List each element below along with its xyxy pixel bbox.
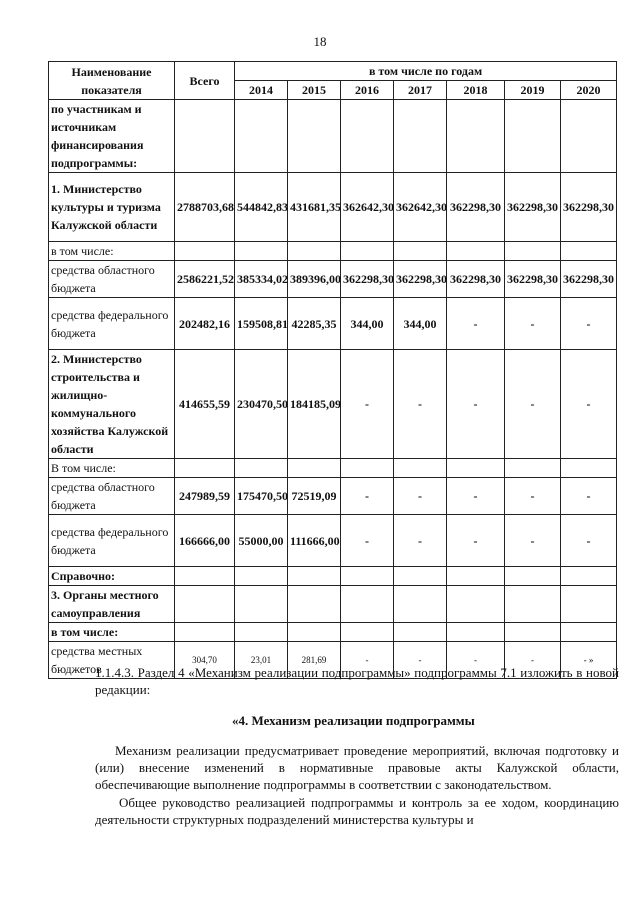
- row-value: [341, 623, 394, 642]
- row-value: -: [394, 478, 447, 515]
- row-value: [341, 100, 394, 173]
- row-value: 414655,59: [175, 350, 235, 459]
- row-value: 202482,16: [175, 298, 235, 350]
- header-year-2018: 2018: [447, 81, 505, 100]
- table-row: [49, 350, 617, 459]
- row-value: [175, 623, 235, 642]
- row-value: [341, 586, 394, 623]
- row-value: [235, 242, 288, 261]
- row-value: 42285,35: [288, 298, 341, 350]
- row-value: - »: [561, 642, 617, 679]
- row-value: [447, 567, 505, 586]
- table-row: [49, 515, 617, 567]
- row-value: 344,00: [341, 298, 394, 350]
- paragraph-3: Общее руководство реализацией подпрограммы и контроль за ее ходом, координацию деятельности структурных подразделений министерства культуры и: [95, 795, 619, 827]
- row-value: -: [447, 298, 505, 350]
- table-row: [49, 242, 617, 261]
- paragraph-1: [95, 664, 619, 698]
- row-value: 23,01: [235, 642, 288, 679]
- row-value: [505, 586, 561, 623]
- row-value: 362642,30: [394, 173, 447, 242]
- row-value: -: [505, 642, 561, 679]
- header-year-2020: 2020: [561, 81, 617, 100]
- table-row: [49, 478, 617, 515]
- financing-table: [48, 61, 617, 679]
- row-value: [505, 242, 561, 261]
- row-value: [561, 586, 617, 623]
- row-value: [561, 567, 617, 586]
- table-row: [49, 261, 617, 298]
- row-label: средства областного бюджета: [49, 261, 175, 298]
- row-value: 247989,59: [175, 478, 235, 515]
- section-heading: «4. Механизм реализации подпрограммы: [232, 713, 475, 728]
- row-value: 344,00: [394, 298, 447, 350]
- row-value: [561, 459, 617, 478]
- row-value: [394, 623, 447, 642]
- row-value: [447, 100, 505, 173]
- row-value: -: [505, 350, 561, 459]
- row-value: -: [505, 298, 561, 350]
- row-value: 362298,30: [561, 173, 617, 242]
- row-value: 2586221,52: [175, 261, 235, 298]
- row-value: 230470,50: [235, 350, 288, 459]
- row-value: 362298,30: [505, 261, 561, 298]
- table-row: [49, 459, 617, 478]
- row-value: [288, 586, 341, 623]
- row-value: -: [447, 478, 505, 515]
- row-value: [341, 242, 394, 261]
- row-value: -: [394, 515, 447, 567]
- row-value: [288, 242, 341, 261]
- header-year-2019: 2019: [505, 81, 561, 100]
- row-value: -: [447, 515, 505, 567]
- row-value: [341, 459, 394, 478]
- row-value: 304,70: [175, 642, 235, 679]
- row-value: [505, 623, 561, 642]
- row-value: [235, 623, 288, 642]
- table-row: [49, 298, 617, 350]
- row-value: [288, 100, 341, 173]
- row-value: [175, 242, 235, 261]
- row-value: 111666,00: [288, 515, 341, 567]
- row-value: 362298,30: [341, 261, 394, 298]
- row-value: 55000,00: [235, 515, 288, 567]
- row-value: 362298,30: [447, 261, 505, 298]
- row-label: Справочно:: [49, 567, 175, 586]
- row-value: -: [341, 642, 394, 679]
- row-value: -: [394, 350, 447, 459]
- header-name: Наименование показателя: [49, 62, 175, 100]
- table-row: [49, 100, 617, 173]
- paragraph-2: Механизм реализации предусматривает проведение мероприятий, включая подготовку и (или) внесение изменений в нормативные правовые акты Калужской области, обеспечивающие выполнение подпрограммы в соответствии с законодательством.: [95, 743, 619, 792]
- row-label: средства местных бюджетов: [49, 642, 175, 679]
- row-value: 362298,30: [447, 173, 505, 242]
- row-value: 544842,83: [235, 173, 288, 242]
- row-label: средства областного бюджета: [49, 478, 175, 515]
- row-value: [341, 567, 394, 586]
- row-label: по участникам и источникам финансирования подпрограммы:: [49, 100, 175, 173]
- row-value: 281,69: [288, 642, 341, 679]
- row-value: -: [505, 478, 561, 515]
- row-value: 362642,30: [341, 173, 394, 242]
- header-years-group: в том числе по годам: [235, 62, 617, 81]
- table-row: [49, 567, 617, 586]
- row-value: -: [447, 350, 505, 459]
- row-value: 175470,50: [235, 478, 288, 515]
- row-value: -: [561, 350, 617, 459]
- row-value: -: [394, 642, 447, 679]
- row-value: 72519,09: [288, 478, 341, 515]
- row-label: В том числе:: [49, 459, 175, 478]
- row-value: [447, 623, 505, 642]
- row-value: [235, 586, 288, 623]
- row-value: [561, 242, 617, 261]
- row-label: 2. Министерство строительства и жилищно-коммунального хозяйства Калужской области: [49, 350, 175, 459]
- row-value: -: [561, 515, 617, 567]
- row-value: [447, 586, 505, 623]
- row-value: [394, 567, 447, 586]
- row-value: [235, 459, 288, 478]
- row-value: [175, 586, 235, 623]
- row-value: [175, 567, 235, 586]
- row-value: -: [341, 350, 394, 459]
- row-value: [175, 459, 235, 478]
- row-label: 3. Органы местного самоуправления: [49, 586, 175, 623]
- row-value: [561, 100, 617, 173]
- row-value: 2788703,68: [175, 173, 235, 242]
- row-value: [394, 100, 447, 173]
- row-value: [235, 567, 288, 586]
- row-value: [288, 567, 341, 586]
- table-row: [49, 173, 617, 242]
- paragraph-1-text: 1.1.4.3. Раздел 4 «Механизм реализации подпрограммы» подпрограммы 7.1 изложить в новой редакции:: [95, 665, 619, 697]
- row-value: [235, 100, 288, 173]
- row-value: 362298,30: [561, 261, 617, 298]
- row-value: [288, 623, 341, 642]
- header-total: Всего: [175, 62, 235, 100]
- row-value: 166666,00: [175, 515, 235, 567]
- row-value: -: [561, 298, 617, 350]
- row-value: 385334,02: [235, 261, 288, 298]
- row-value: -: [341, 515, 394, 567]
- row-value: 159508,81: [235, 298, 288, 350]
- row-value: -: [505, 515, 561, 567]
- row-value: [394, 586, 447, 623]
- row-value: [394, 459, 447, 478]
- row-value: [175, 100, 235, 173]
- row-label: средства федерального бюджета: [49, 298, 175, 350]
- row-value: 431681,35: [288, 173, 341, 242]
- row-value: 389396,00: [288, 261, 341, 298]
- row-value: [447, 242, 505, 261]
- row-label: в том числе:: [49, 242, 175, 261]
- row-label: средства федерального бюджета: [49, 515, 175, 567]
- row-value: [394, 242, 447, 261]
- header-year-2014: 2014: [235, 81, 288, 100]
- row-label: в том числе:: [49, 623, 175, 642]
- table-row: [49, 623, 617, 642]
- header-year-2017: 2017: [394, 81, 447, 100]
- table-row: [49, 586, 617, 623]
- row-value: 184185,09: [288, 350, 341, 459]
- row-value: -: [447, 642, 505, 679]
- row-label: 1. Министерство культуры и туризма Калужской области: [49, 173, 175, 242]
- row-value: [505, 459, 561, 478]
- row-value: [447, 459, 505, 478]
- row-value: [288, 459, 341, 478]
- header-year-2015: 2015: [288, 81, 341, 100]
- row-value: -: [561, 478, 617, 515]
- header-year-2016: 2016: [341, 81, 394, 100]
- row-value: -: [341, 478, 394, 515]
- page-number: 18: [313, 34, 327, 49]
- row-value: 362298,30: [394, 261, 447, 298]
- row-value: [561, 623, 617, 642]
- row-value: [505, 567, 561, 586]
- row-value: [505, 100, 561, 173]
- row-value: 362298,30: [505, 173, 561, 242]
